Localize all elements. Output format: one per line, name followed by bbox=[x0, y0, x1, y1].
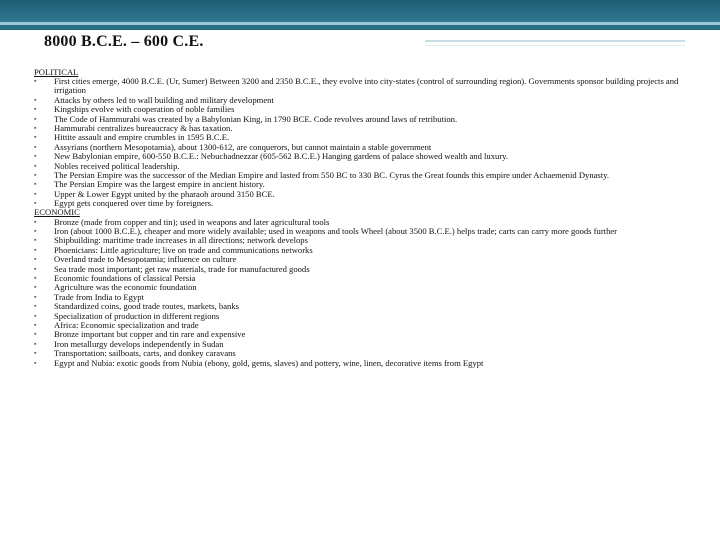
list-item-text: The Code of Hammurabi was created by a Babylonian King, in 1790 BCE. Code revolves around laws of retribution. bbox=[54, 113, 458, 124]
list-item-text: Transportation: sailboats, carts, and donkey caravans bbox=[54, 348, 236, 359]
bullet-square-icon: ▪ bbox=[34, 311, 37, 320]
list-item-text: Overland trade to Mesopotamia; influence on culture bbox=[54, 254, 237, 265]
bullet-square-icon: ▪ bbox=[34, 264, 37, 273]
top-banner-gradient bbox=[0, 0, 720, 22]
slide-title: 8000 B.C.E. – 600 C.E. bbox=[44, 33, 204, 50]
bullet-square-icon: ▪ bbox=[34, 199, 37, 208]
section-heading-political: POLITICAL bbox=[34, 67, 79, 77]
list-item-text: Nobles received political leadership. bbox=[54, 160, 180, 171]
title-divider bbox=[425, 40, 685, 42]
list-item-text: Phoenicians: Little agriculture; live on trade and communications networks bbox=[54, 244, 313, 255]
bullet-square-icon: ▪ bbox=[34, 170, 37, 179]
list-item-text: Bronze important but copper and tin rare and expensive bbox=[54, 329, 246, 340]
list-item-text: The Persian Empire was the largest empire in ancient history. bbox=[54, 179, 265, 190]
bullet-square-icon: ▪ bbox=[34, 114, 37, 123]
bullet-square-icon: ▪ bbox=[34, 142, 37, 151]
list-item-text: Egypt and Nubia: exotic goods from Nubia (ebony, gold, gems, slaves) and pottery, wine, linen, decorative items from Egypt bbox=[54, 357, 484, 368]
bullet-square-icon: ▪ bbox=[34, 227, 37, 236]
bullet-square-icon: ▪ bbox=[34, 105, 37, 114]
bullet-square-icon: ▪ bbox=[34, 123, 37, 132]
list-item-text: Assyrians (northern Mesopotamia), about 1300-612, are conquerors, but cannot maintain a stable government bbox=[54, 141, 432, 152]
title-divider-secondary bbox=[425, 45, 685, 46]
bullet-square-icon: ▪ bbox=[34, 274, 37, 283]
list-item-text: Iron metallurgy develops independently in Sudan bbox=[54, 338, 224, 349]
bullet-square-icon: ▪ bbox=[34, 292, 37, 301]
list-item-text: Egypt gets conquered over time by foreigners. bbox=[54, 198, 214, 209]
list-item-text: Iron (about 1000 B.C.E.), cheaper and more widely available; used in weapons and tools Wheel (about 3500 B.C.E.) helps trade; carts can carry more goods further bbox=[54, 226, 618, 237]
bullet-square-icon: ▪ bbox=[34, 330, 37, 339]
list-item-text: New Babylonian empire, 600-550 B.C.E.: Nebuchadnezzar (605-562 B.C.E.) Hanging gardens of palace showed wealth and luxury. bbox=[54, 151, 509, 162]
bullet-square-icon: ▪ bbox=[34, 349, 37, 358]
bullet-square-icon: ▪ bbox=[34, 189, 37, 198]
bullet-square-icon: ▪ bbox=[34, 152, 37, 161]
bullet-square-icon: ▪ bbox=[34, 320, 37, 329]
bullet-square-icon: ▪ bbox=[34, 245, 37, 254]
list-item bbox=[34, 199, 694, 208]
bullet-square-icon: ▪ bbox=[34, 302, 37, 311]
bullet-square-icon: ▪ bbox=[34, 95, 37, 104]
list-item bbox=[34, 359, 694, 368]
list-item-text: Shipbuilding: maritime trade increases in all directions; network develops bbox=[54, 235, 308, 246]
top-banner-stripe bbox=[0, 22, 720, 25]
list-item-text: Trade from India to Egypt bbox=[54, 291, 144, 302]
list-item bbox=[34, 77, 694, 95]
bullet-square-icon: ▪ bbox=[34, 358, 37, 367]
list-item-text: Africa: Economic specialization and trade bbox=[54, 319, 199, 330]
bullet-square-icon: ▪ bbox=[34, 283, 37, 292]
bullet-square-icon: ▪ bbox=[34, 255, 37, 264]
slide-body bbox=[34, 68, 694, 368]
bullet-square-icon: ▪ bbox=[34, 77, 37, 86]
list-item-text: Standardized coins, good trade routes, markets, banks bbox=[54, 301, 239, 312]
list-item-text: Economic foundations of classical Persia bbox=[54, 273, 196, 284]
list-item-text: Bronze (made from copper and tin); used in weapons and later agricultural tools bbox=[54, 216, 330, 227]
section-heading-economic: ECONOMIC bbox=[34, 207, 80, 218]
list-item-text: Sea trade most important; get raw materials, trade for manufactured goods bbox=[54, 263, 310, 274]
list-item-text: Hittite assault and empire crumbles in 1595 B.C.E. bbox=[54, 132, 230, 143]
list-item-text: Upper & Lower Egypt united by the pharaoh around 3150 BCE. bbox=[54, 188, 275, 199]
list-item-text: Hammurabi centralizes bureaucracy & has taxation. bbox=[54, 122, 233, 133]
bullet-square-icon: ▪ bbox=[34, 339, 37, 348]
bullet-list-political bbox=[34, 77, 694, 208]
list-item-text: Specialization of production in different regions bbox=[54, 310, 220, 321]
list-item-text: Attacks by others led to wall building and military development bbox=[54, 94, 274, 105]
bullet-square-icon: ▪ bbox=[34, 217, 37, 226]
bullet-square-icon: ▪ bbox=[34, 161, 37, 170]
list-item-text: Kingships evolve with cooperation of noble families bbox=[54, 104, 235, 115]
bullet-square-icon: ▪ bbox=[34, 133, 37, 142]
bullet-square-icon: ▪ bbox=[34, 236, 37, 245]
list-item-text: Agriculture was the economic foundation bbox=[54, 282, 197, 293]
list-item-text: First cities emerge, 4000 B.C.E. (Ur, Sumer) Between 3200 and 2350 B.C.E., they evolve into city-states (control of surrounding region). Governments sponsor building projects and irrigation bbox=[54, 76, 679, 96]
bullet-square-icon: ▪ bbox=[34, 180, 37, 189]
top-banner bbox=[0, 0, 720, 30]
list-item-text: The Persian Empire was the successor of the Median Empire and lasted from 550 BC to 330 BC. Cyrus the Great founds this empire under Achaemenid Dynasty. bbox=[54, 169, 610, 180]
bullet-list-economic bbox=[34, 218, 694, 368]
